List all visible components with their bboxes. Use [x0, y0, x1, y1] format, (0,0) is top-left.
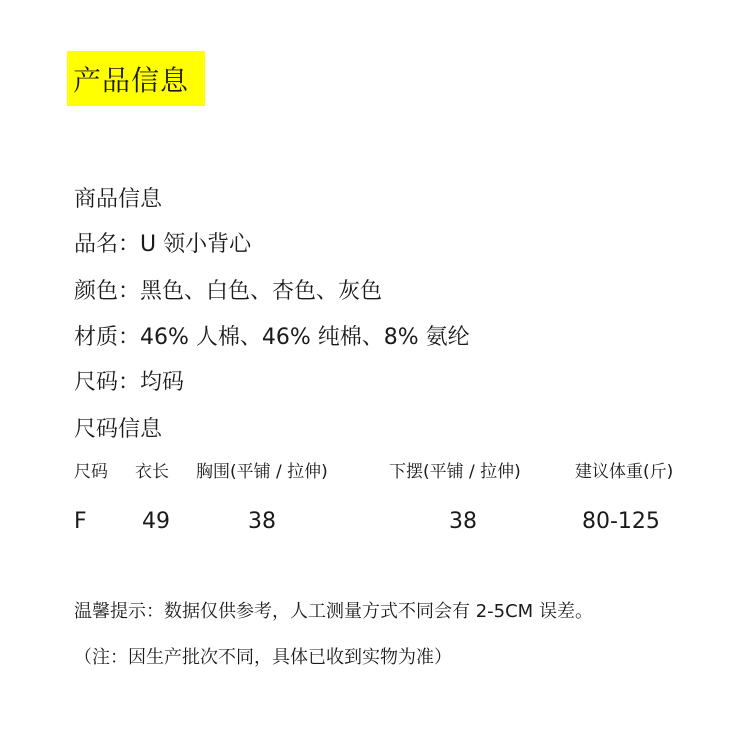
size-table-cell-hem: 38: [449, 509, 477, 534]
size-table-cell-weight: 80-125: [582, 509, 660, 534]
page-title: 产品信息: [73, 63, 190, 97]
measurement-tip: 温馨提示：数据仅供参考，人工测量方式不同会有 2-5CM 误差。: [74, 601, 593, 622]
batch-remark: （注：因生产批次不同，具体已收到实物为准）: [74, 647, 452, 668]
size-info-section-label: 尺码信息: [74, 417, 163, 442]
size-table-header-weight: 建议体重(斤): [575, 462, 674, 482]
product-info-section-label: 商品信息: [74, 187, 163, 212]
size-table-cell-size: F: [74, 509, 87, 534]
product-color-line: 颜色：黑色、白色、杏色、灰色: [74, 279, 383, 304]
size-table-header-length: 衣长: [135, 462, 169, 482]
product-material-line: 材质：46% 人棉、46% 纯棉、8% 氨纶: [74, 325, 470, 350]
product-name-line: 品名：U 领小背心: [74, 232, 252, 257]
product-size-line: 尺码：均码: [74, 370, 185, 395]
size-table-cell-chest: 38: [248, 509, 276, 534]
size-table-cell-length: 49: [142, 509, 170, 534]
size-table-header-hem: 下摆(平铺 / 拉伸): [389, 462, 521, 482]
title-highlight-block: [67, 51, 205, 106]
size-table-header-chest: 胸围(平铺 / 拉伸): [196, 462, 328, 482]
size-table-header-size: 尺码: [74, 462, 108, 482]
